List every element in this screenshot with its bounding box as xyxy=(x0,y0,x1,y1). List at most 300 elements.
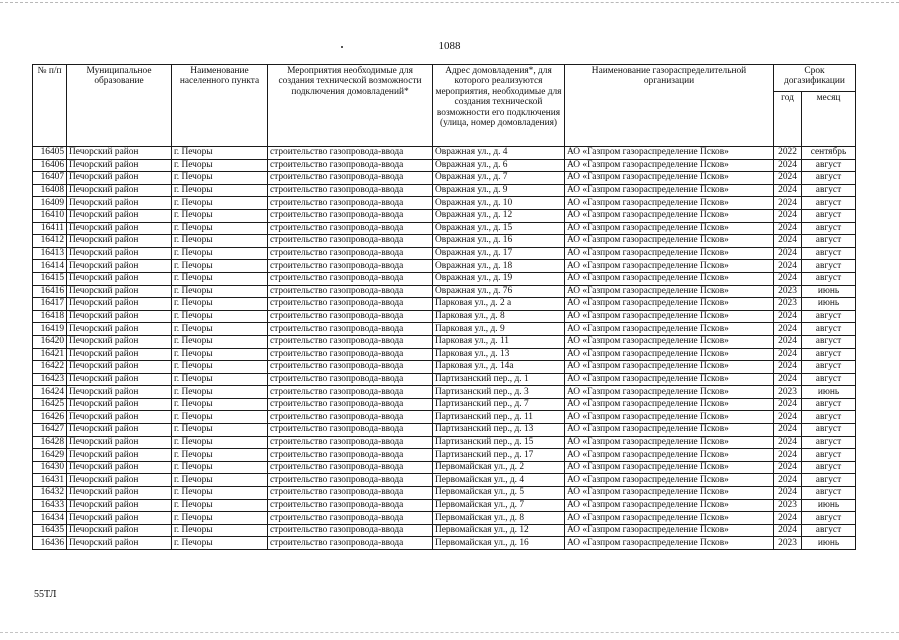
row-address: Овражная ул., д. 17 xyxy=(433,247,565,260)
table-row xyxy=(33,209,856,222)
row-measures: строительство газопровода-ввода xyxy=(268,461,433,474)
row-measures: строительство газопровода-ввода xyxy=(268,209,433,222)
row-month: август xyxy=(802,424,856,437)
table-row xyxy=(33,537,856,550)
table-row xyxy=(33,524,856,537)
row-settlement: г. Печоры xyxy=(172,184,268,197)
header-num: № п/п xyxy=(33,65,67,147)
row-year: 2024 xyxy=(774,461,802,474)
row-month: август xyxy=(802,335,856,348)
row-year: 2024 xyxy=(774,436,802,449)
row-settlement: г. Печоры xyxy=(172,159,268,172)
row-address: Первомайская ул., д. 16 xyxy=(433,537,565,550)
header-org: Наименование газораспределительной организации xyxy=(565,65,774,147)
scan-edge-bottom xyxy=(0,632,899,633)
row-month: июнь xyxy=(802,386,856,399)
row-municipality: Печорский район xyxy=(67,449,172,462)
row-measures: строительство газопровода-ввода xyxy=(268,512,433,525)
row-settlement: г. Печоры xyxy=(172,436,268,449)
row-org: АО «Газпром газораспределение Псков» xyxy=(565,348,774,361)
row-org: АО «Газпром газораспределение Псков» xyxy=(565,436,774,449)
row-address: Первомайская ул., д. 8 xyxy=(433,512,565,525)
table-header xyxy=(33,65,856,147)
row-measures: строительство газопровода-ввода xyxy=(268,172,433,185)
row-month: август xyxy=(802,235,856,248)
row-year: 2023 xyxy=(774,537,802,550)
header-municipality: Муниципальное образование xyxy=(67,65,172,147)
header-settlement: Наименование населенного пункта xyxy=(172,65,268,147)
table-row xyxy=(33,474,856,487)
row-measures: строительство газопровода-ввода xyxy=(268,348,433,361)
row-settlement: г. Печоры xyxy=(172,361,268,374)
row-org: АО «Газпром газораспределение Псков» xyxy=(565,197,774,210)
table-row xyxy=(33,411,856,424)
row-address: Овражная ул., д. 10 xyxy=(433,197,565,210)
row-number: 16430 xyxy=(33,461,67,474)
row-org: АО «Газпром газораспределение Псков» xyxy=(565,373,774,386)
row-address: Овражная ул., д. 4 xyxy=(433,147,565,160)
row-measures: строительство газопровода-ввода xyxy=(268,361,433,374)
row-municipality: Печорский район xyxy=(67,172,172,185)
row-year: 2024 xyxy=(774,424,802,437)
row-municipality: Печорский район xyxy=(67,499,172,512)
row-address: Овражная ул., д. 16 xyxy=(433,235,565,248)
row-municipality: Печорский район xyxy=(67,512,172,525)
row-measures: строительство газопровода-ввода xyxy=(268,272,433,285)
row-municipality: Печорский район xyxy=(67,436,172,449)
row-measures: строительство газопровода-ввода xyxy=(268,260,433,273)
row-municipality: Печорский район xyxy=(67,247,172,260)
row-org: АО «Газпром газораспределение Псков» xyxy=(565,310,774,323)
row-municipality: Печорский район xyxy=(67,348,172,361)
row-municipality: Печорский район xyxy=(67,361,172,374)
row-settlement: г. Печоры xyxy=(172,424,268,437)
row-measures: строительство газопровода-ввода xyxy=(268,197,433,210)
row-settlement: г. Печоры xyxy=(172,449,268,462)
row-year: 2024 xyxy=(774,524,802,537)
row-month: август xyxy=(802,197,856,210)
table-row xyxy=(33,512,856,525)
row-municipality: Печорский район xyxy=(67,235,172,248)
row-number: 16407 xyxy=(33,172,67,185)
table-body xyxy=(33,147,856,550)
header-address: Адрес домовладения*, для которого реализуются мероприятия, необходимые для создания технической возможности его подключения (улица, номер домовладения) xyxy=(433,65,565,147)
row-measures: строительство газопровода-ввода xyxy=(268,222,433,235)
table-row xyxy=(33,386,856,399)
row-month: август xyxy=(802,247,856,260)
row-month: август xyxy=(802,524,856,537)
table-row xyxy=(33,398,856,411)
table-row xyxy=(33,310,856,323)
row-number: 16410 xyxy=(33,209,67,222)
row-org: АО «Газпром газораспределение Псков» xyxy=(565,461,774,474)
row-org: АО «Газпром газораспределение Псков» xyxy=(565,209,774,222)
row-municipality: Печорский район xyxy=(67,373,172,386)
row-settlement: г. Печоры xyxy=(172,373,268,386)
row-year: 2023 xyxy=(774,499,802,512)
row-number: 16425 xyxy=(33,398,67,411)
row-org: АО «Газпром газораспределение Псков» xyxy=(565,235,774,248)
row-address: Овражная ул., д. 18 xyxy=(433,260,565,273)
row-municipality: Печорский район xyxy=(67,260,172,273)
table-row xyxy=(33,197,856,210)
row-year: 2024 xyxy=(774,449,802,462)
row-org: АО «Газпром газораспределение Псков» xyxy=(565,449,774,462)
row-settlement: г. Печоры xyxy=(172,499,268,512)
row-month: август xyxy=(802,348,856,361)
row-municipality: Печорский район xyxy=(67,222,172,235)
row-year: 2024 xyxy=(774,260,802,273)
row-number: 16415 xyxy=(33,272,67,285)
row-org: АО «Газпром газораспределение Псков» xyxy=(565,411,774,424)
row-month: август xyxy=(802,449,856,462)
row-address: Первомайская ул., д. 7 xyxy=(433,499,565,512)
row-municipality: Печорский район xyxy=(67,537,172,550)
row-measures: строительство газопровода-ввода xyxy=(268,499,433,512)
row-year: 2022 xyxy=(774,147,802,160)
row-settlement: г. Печоры xyxy=(172,147,268,160)
row-address: Партизанский пер., д. 15 xyxy=(433,436,565,449)
row-org: АО «Газпром газораспределение Псков» xyxy=(565,222,774,235)
table-row xyxy=(33,348,856,361)
row-number: 16431 xyxy=(33,474,67,487)
row-settlement: г. Печоры xyxy=(172,310,268,323)
row-number: 16435 xyxy=(33,524,67,537)
row-settlement: г. Печоры xyxy=(172,461,268,474)
row-address: Партизанский пер., д. 11 xyxy=(433,411,565,424)
row-year: 2024 xyxy=(774,323,802,336)
row-year: 2024 xyxy=(774,235,802,248)
row-settlement: г. Печоры xyxy=(172,323,268,336)
row-month: август xyxy=(802,184,856,197)
row-number: 16424 xyxy=(33,386,67,399)
row-month: июнь xyxy=(802,298,856,311)
row-municipality: Печорский район xyxy=(67,159,172,172)
row-municipality: Печорский район xyxy=(67,323,172,336)
row-measures: строительство газопровода-ввода xyxy=(268,537,433,550)
row-month: август xyxy=(802,209,856,222)
row-settlement: г. Печоры xyxy=(172,411,268,424)
row-year: 2024 xyxy=(774,310,802,323)
table-row xyxy=(33,172,856,185)
row-settlement: г. Печоры xyxy=(172,172,268,185)
row-number: 16416 xyxy=(33,285,67,298)
row-month: июнь xyxy=(802,285,856,298)
row-municipality: Печорский район xyxy=(67,474,172,487)
row-org: АО «Газпром газораспределение Псков» xyxy=(565,524,774,537)
row-number: 16428 xyxy=(33,436,67,449)
row-org: АО «Газпром газораспределение Псков» xyxy=(565,512,774,525)
row-month: июнь xyxy=(802,499,856,512)
row-number: 16423 xyxy=(33,373,67,386)
row-year: 2024 xyxy=(774,247,802,260)
row-number: 16411 xyxy=(33,222,67,235)
row-settlement: г. Печоры xyxy=(172,260,268,273)
row-address: Партизанский пер., д. 1 xyxy=(433,373,565,386)
table-row xyxy=(33,235,856,248)
row-measures: строительство газопровода-ввода xyxy=(268,184,433,197)
row-year: 2024 xyxy=(774,209,802,222)
row-settlement: г. Печоры xyxy=(172,386,268,399)
table-row xyxy=(33,298,856,311)
row-address: Партизанский пер., д. 3 xyxy=(433,386,565,399)
row-number: 16405 xyxy=(33,147,67,160)
row-org: АО «Газпром газораспределение Псков» xyxy=(565,474,774,487)
row-address: Овражная ул., д. 12 xyxy=(433,209,565,222)
row-municipality: Печорский район xyxy=(67,197,172,210)
row-address: Овражная ул., д. 19 xyxy=(433,272,565,285)
row-org: АО «Газпром газораспределение Псков» xyxy=(565,247,774,260)
row-settlement: г. Печоры xyxy=(172,222,268,235)
row-address: Первомайская ул., д. 2 xyxy=(433,461,565,474)
table-row xyxy=(33,335,856,348)
row-number: 16420 xyxy=(33,335,67,348)
row-number: 16422 xyxy=(33,361,67,374)
row-org: АО «Газпром газораспределение Псков» xyxy=(565,272,774,285)
row-address: Первомайская ул., д. 5 xyxy=(433,487,565,500)
row-settlement: г. Печоры xyxy=(172,335,268,348)
row-number: 16418 xyxy=(33,310,67,323)
row-number: 16436 xyxy=(33,537,67,550)
row-measures: строительство газопровода-ввода xyxy=(268,449,433,462)
header-month: месяц xyxy=(802,92,856,147)
row-month: август xyxy=(802,310,856,323)
row-org: АО «Газпром газораспределение Псков» xyxy=(565,424,774,437)
row-settlement: г. Печоры xyxy=(172,474,268,487)
row-address: Овражная ул., д. 9 xyxy=(433,184,565,197)
row-number: 16434 xyxy=(33,512,67,525)
row-month: август xyxy=(802,461,856,474)
row-month: август xyxy=(802,512,856,525)
row-measures: строительство газопровода-ввода xyxy=(268,310,433,323)
row-year: 2024 xyxy=(774,222,802,235)
row-org: АО «Газпром газораспределение Псков» xyxy=(565,184,774,197)
header-measures: Мероприятия необходимые для создания технической возможности подключения домовладений* xyxy=(268,65,433,147)
row-address: Парковая ул., д. 2 а xyxy=(433,298,565,311)
row-year: 2024 xyxy=(774,159,802,172)
table-row xyxy=(33,499,856,512)
row-municipality: Печорский район xyxy=(67,335,172,348)
row-settlement: г. Печоры xyxy=(172,512,268,525)
row-settlement: г. Печоры xyxy=(172,398,268,411)
row-settlement: г. Печоры xyxy=(172,285,268,298)
row-number: 16414 xyxy=(33,260,67,273)
row-month: август xyxy=(802,260,856,273)
table-row xyxy=(33,260,856,273)
row-org: АО «Газпром газораспределение Псков» xyxy=(565,159,774,172)
row-month: август xyxy=(802,272,856,285)
row-year: 2024 xyxy=(774,172,802,185)
row-municipality: Печорский район xyxy=(67,524,172,537)
row-number: 16408 xyxy=(33,184,67,197)
table-row xyxy=(33,449,856,462)
row-settlement: г. Печоры xyxy=(172,537,268,550)
row-municipality: Печорский район xyxy=(67,411,172,424)
row-measures: строительство газопровода-ввода xyxy=(268,524,433,537)
row-org: АО «Газпром газораспределение Псков» xyxy=(565,537,774,550)
row-measures: строительство газопровода-ввода xyxy=(268,424,433,437)
row-month: сентябрь xyxy=(802,147,856,160)
row-org: АО «Газпром газораспределение Псков» xyxy=(565,323,774,336)
row-municipality: Печорский район xyxy=(67,461,172,474)
row-address: Овражная ул., д. 15 xyxy=(433,222,565,235)
row-year: 2023 xyxy=(774,285,802,298)
table-row xyxy=(33,436,856,449)
row-measures: строительство газопровода-ввода xyxy=(268,335,433,348)
row-month: август xyxy=(802,361,856,374)
row-month: август xyxy=(802,398,856,411)
page-number: 1088 xyxy=(438,40,461,52)
row-municipality: Печорский район xyxy=(67,272,172,285)
row-year: 2024 xyxy=(774,512,802,525)
row-municipality: Печорский район xyxy=(67,487,172,500)
row-address: Овражная ул., д. 6 xyxy=(433,159,565,172)
table-row xyxy=(33,461,856,474)
row-month: август xyxy=(802,474,856,487)
row-org: АО «Газпром газораспределение Псков» xyxy=(565,260,774,273)
row-settlement: г. Печоры xyxy=(172,235,268,248)
row-address: Овражная ул., д. 7 xyxy=(433,172,565,185)
row-settlement: г. Печоры xyxy=(172,524,268,537)
row-year: 2024 xyxy=(774,335,802,348)
row-municipality: Печорский район xyxy=(67,386,172,399)
table-row xyxy=(33,247,856,260)
row-month: август xyxy=(802,222,856,235)
row-address: Партизанский пер., д. 17 xyxy=(433,449,565,462)
row-municipality: Печорский район xyxy=(67,298,172,311)
row-month: август xyxy=(802,159,856,172)
table-row xyxy=(33,272,856,285)
row-municipality: Печорский район xyxy=(67,285,172,298)
row-month: август xyxy=(802,411,856,424)
row-number: 16426 xyxy=(33,411,67,424)
row-number: 16406 xyxy=(33,159,67,172)
row-measures: строительство газопровода-ввода xyxy=(268,398,433,411)
row-year: 2024 xyxy=(774,361,802,374)
row-year: 2024 xyxy=(774,272,802,285)
row-municipality: Печорский район xyxy=(67,147,172,160)
row-address: Первомайская ул., д. 4 xyxy=(433,474,565,487)
row-number: 16413 xyxy=(33,247,67,260)
row-year: 2024 xyxy=(774,184,802,197)
table-row xyxy=(33,184,856,197)
row-year: 2023 xyxy=(774,386,802,399)
row-settlement: г. Печоры xyxy=(172,247,268,260)
row-settlement: г. Печоры xyxy=(172,209,268,222)
row-year: 2024 xyxy=(774,474,802,487)
row-year: 2024 xyxy=(774,348,802,361)
row-month: август xyxy=(802,323,856,336)
row-number: 16419 xyxy=(33,323,67,336)
row-year: 2024 xyxy=(774,197,802,210)
row-address: Овражная ул., д. 76 xyxy=(433,285,565,298)
row-measures: строительство газопровода-ввода xyxy=(268,298,433,311)
row-month: июнь xyxy=(802,537,856,550)
row-address: Парковая ул., д. 11 xyxy=(433,335,565,348)
footer-code: 55ТЛ xyxy=(34,589,57,600)
row-org: АО «Газпром газораспределение Псков» xyxy=(565,361,774,374)
row-org: АО «Газпром газораспределение Псков» xyxy=(565,386,774,399)
row-month: август xyxy=(802,172,856,185)
table-row xyxy=(33,487,856,500)
row-org: АО «Газпром газораспределение Псков» xyxy=(565,298,774,311)
row-year: 2023 xyxy=(774,298,802,311)
row-municipality: Печорский район xyxy=(67,398,172,411)
row-measures: строительство газопровода-ввода xyxy=(268,323,433,336)
row-municipality: Печорский район xyxy=(67,184,172,197)
row-measures: строительство газопровода-ввода xyxy=(268,474,433,487)
row-month: август xyxy=(802,487,856,500)
row-number: 16427 xyxy=(33,424,67,437)
row-municipality: Печорский район xyxy=(67,209,172,222)
row-measures: строительство газопровода-ввода xyxy=(268,147,433,160)
row-address: Первомайская ул., д. 12 xyxy=(433,524,565,537)
row-measures: строительство газопровода-ввода xyxy=(268,487,433,500)
row-number: 16421 xyxy=(33,348,67,361)
row-settlement: г. Печоры xyxy=(172,487,268,500)
row-number: 16409 xyxy=(33,197,67,210)
table-row xyxy=(33,222,856,235)
row-month: август xyxy=(802,436,856,449)
header-year: год xyxy=(774,92,802,147)
row-org: АО «Газпром газораспределение Псков» xyxy=(565,398,774,411)
table-row xyxy=(33,285,856,298)
row-month: август xyxy=(802,373,856,386)
row-year: 2024 xyxy=(774,373,802,386)
row-municipality: Печорский район xyxy=(67,424,172,437)
row-address: Партизанский пер., д. 13 xyxy=(433,424,565,437)
scan-edge-top xyxy=(0,2,899,3)
row-measures: строительство газопровода-ввода xyxy=(268,411,433,424)
row-municipality: Печорский район xyxy=(67,310,172,323)
table-row xyxy=(33,373,856,386)
row-measures: строительство газопровода-ввода xyxy=(268,386,433,399)
row-org: АО «Газпром газораспределение Псков» xyxy=(565,285,774,298)
row-number: 16412 xyxy=(33,235,67,248)
row-number: 16433 xyxy=(33,499,67,512)
table-row xyxy=(33,159,856,172)
row-number: 16432 xyxy=(33,487,67,500)
row-year: 2024 xyxy=(774,487,802,500)
row-address: Парковая ул., д. 13 xyxy=(433,348,565,361)
header-term: Срок догазификации xyxy=(774,65,856,92)
row-settlement: г. Печоры xyxy=(172,197,268,210)
row-org: АО «Газпром газораспределение Псков» xyxy=(565,487,774,500)
row-org: АО «Газпром газораспределение Псков» xyxy=(565,172,774,185)
row-year: 2024 xyxy=(774,398,802,411)
row-address: Парковая ул., д. 14а xyxy=(433,361,565,374)
table-row xyxy=(33,424,856,437)
row-address: Парковая ул., д. 9 xyxy=(433,323,565,336)
row-org: АО «Газпром газораспределение Псков» xyxy=(565,499,774,512)
row-year: 2024 xyxy=(774,411,802,424)
row-number: 16429 xyxy=(33,449,67,462)
table-row xyxy=(33,147,856,160)
table-row xyxy=(33,323,856,336)
row-measures: строительство газопровода-ввода xyxy=(268,159,433,172)
table-row xyxy=(33,361,856,374)
row-number: 16417 xyxy=(33,298,67,311)
row-measures: строительство газопровода-ввода xyxy=(268,235,433,248)
row-org: АО «Газпром газораспределение Псков» xyxy=(565,335,774,348)
row-address: Партизанский пер., д. 7 xyxy=(433,398,565,411)
row-settlement: г. Печоры xyxy=(172,348,268,361)
row-org: АО «Газпром газораспределение Псков» xyxy=(565,147,774,160)
row-measures: строительство газопровода-ввода xyxy=(268,373,433,386)
row-measures: строительство газопровода-ввода xyxy=(268,247,433,260)
row-settlement: г. Печоры xyxy=(172,272,268,285)
row-measures: строительство газопровода-ввода xyxy=(268,436,433,449)
